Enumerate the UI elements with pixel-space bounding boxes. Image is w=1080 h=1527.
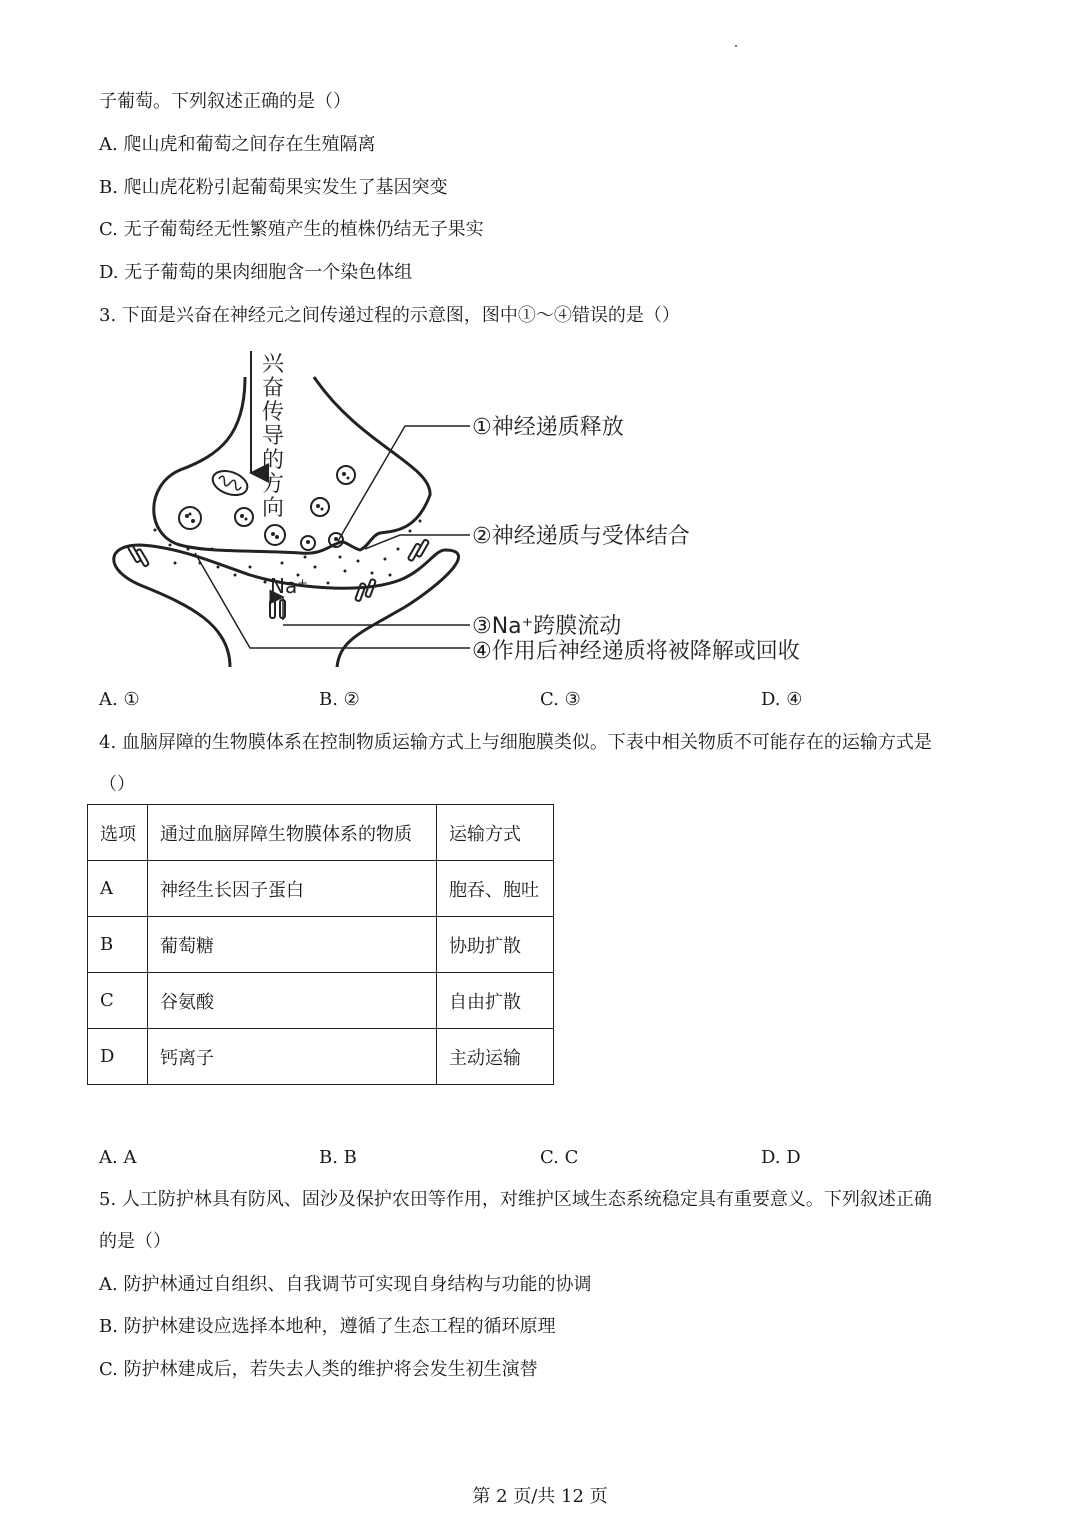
table-header-cell: 运输方式	[437, 805, 554, 861]
table-row	[88, 861, 554, 917]
q5-option-a: A. 防护林通过自组织、自我调节可实现自身结构与功能的协调	[99, 1274, 592, 1295]
table-row	[88, 1029, 554, 1085]
label-1: ①神经递质释放	[472, 415, 624, 440]
table-cell: B	[88, 917, 148, 973]
leader-lines	[195, 426, 470, 648]
q5-stem-line2: 的是（）	[99, 1231, 171, 1252]
table-header-row	[88, 805, 554, 861]
q4-choice-d[interactable]: D. D	[761, 1147, 801, 1168]
q4-stem-line1: 4. 血脑屏障的生物膜体系在控制物质运输方式上与细胞膜类似。下表中相关物质不可能存在的运输方式是	[99, 732, 932, 753]
mitochondrion	[209, 467, 250, 500]
na-ion-label: Na⁺	[270, 574, 308, 598]
table-cell: 主动运输	[437, 1029, 554, 1085]
table-row	[88, 973, 554, 1029]
table-header-cell: 选项	[88, 805, 148, 861]
q2-option-a: A. 爬山虎和葡萄之间存在生殖隔离	[99, 134, 376, 155]
table-cell: 神经生长因子蛋白	[148, 861, 437, 917]
direction-label-2: 奋	[262, 376, 285, 401]
table-cell: C	[88, 973, 148, 1029]
table-cell: 胞吞、胞吐	[437, 861, 554, 917]
table-cell: 协助扩散	[437, 917, 554, 973]
label-4: ④作用后神经递质将被降解或回收	[472, 639, 800, 664]
q2-option-d: D. 无子葡萄的果肉细胞含一个染色体组	[99, 262, 413, 283]
q4-choice-a[interactable]: A. A	[99, 1147, 137, 1168]
q4-stem-line2: （）	[99, 774, 135, 795]
table-cell: 葡萄糖	[148, 917, 437, 973]
table-header-cell: 通过血脑屏障生物膜体系的物质	[148, 805, 437, 861]
q2-option-c: C. 无子葡萄经无性繁殖产生的植株仍结无子果实	[99, 219, 484, 240]
direction-label-6: 方	[262, 472, 285, 497]
q4-choice-c[interactable]: C. C	[540, 1147, 579, 1168]
page-footer: 第 2 页/共 12 页	[472, 1486, 608, 1507]
table-cell: 谷氨酸	[148, 973, 437, 1029]
q5-option-c: C. 防护林建成后，若失去人类的维护将会发生初生演替	[99, 1359, 538, 1380]
q3-stem: 3. 下面是兴奋在神经元之间传递过程的示意图，图中①～④错误的是（）	[99, 305, 680, 326]
q3-choice-b[interactable]: B. ②	[319, 689, 360, 710]
table-row	[88, 917, 554, 973]
q2-stem-tail: 子葡萄。下列叙述正确的是（）	[99, 91, 351, 112]
direction-label-4: 导	[262, 424, 285, 449]
q3-choice-a[interactable]: A. ①	[99, 689, 140, 710]
q5-option-b: B. 防护林建设应选择本地种，遵循了生态工程的循环原理	[99, 1316, 556, 1337]
table-cell: D	[88, 1029, 148, 1085]
q4-table	[87, 804, 554, 1085]
scan-speck	[735, 45, 737, 47]
table-cell: A	[88, 861, 148, 917]
table-cell: 钙离子	[148, 1029, 437, 1085]
direction-label-1: 兴	[262, 352, 285, 377]
label-2: ②神经递质与受体结合	[472, 524, 690, 549]
synapse-diagram	[100, 335, 860, 670]
direction-label-7: 向	[262, 496, 285, 521]
direction-label-5: 的	[262, 448, 285, 473]
q3-choice-d[interactable]: D. ④	[761, 689, 803, 710]
table-cell: 自由扩散	[437, 973, 554, 1029]
direction-label-3: 传	[262, 400, 285, 425]
q3-choice-c[interactable]: C. ③	[540, 689, 581, 710]
q2-option-b: B. 爬山虎花粉引起葡萄果实发生了基因突变	[99, 177, 448, 198]
label-3: ③Na⁺跨膜流动	[472, 614, 622, 639]
q5-stem-line1: 5. 人工防护林具有防风、固沙及保护农田等作用，对维护区域生态系统稳定具有重要意义。下列叙述正确	[99, 1189, 932, 1210]
q4-choice-b[interactable]: B. B	[319, 1147, 357, 1168]
